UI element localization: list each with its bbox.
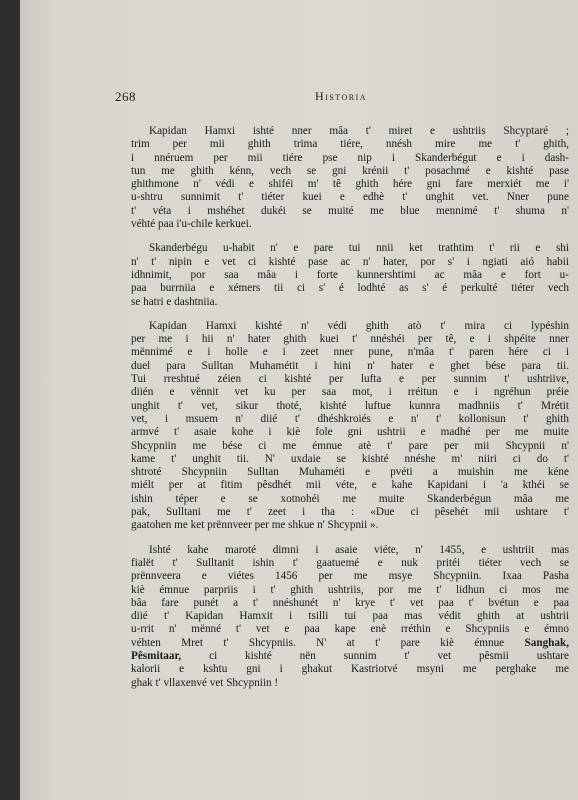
text-line: u-shtru sunnimit t' tiéter kuei e edhè t' unghit vet. Nner pune [131, 191, 569, 204]
running-title: Historia [315, 89, 368, 103]
text-line: mënnimé e i holle e i zeet nner pune, n'mâa t' paren hére ci i [131, 346, 569, 359]
text-line: miélt per at fitim pêsdhét mii véte, e kahe Kapidani i 'a kthéi se [131, 479, 569, 492]
text-line: ghak t' vllaxenvé vet Shcypniin ! [131, 676, 279, 689]
text-line: ishin téper e se xotnohéi me muite Skanderbégun mâa me [131, 492, 569, 505]
text-line: kiè émnue parpriis i t' ghith ushtriis, por me t' lidhun ci mos me [131, 583, 569, 596]
text-line: shtroté Shcypniin Sulltan Muhaméti e pvéti a muishin me kéne [131, 466, 569, 479]
book-page [20, 0, 578, 800]
text-line: Kapidan Hamxi kishté n' védi ghith atò t' mira ci lypéshin [149, 319, 569, 332]
text-line: t' véta i mshéhet dukéi se muité me blue mennimé t' shuma n' [131, 204, 569, 217]
text-line: pak, Sulltani me t' zeet i tha : «Due ci pêsehét mii ushtare t' [131, 506, 569, 519]
page-body [131, 125, 569, 701]
text-line: i nnéruem per mii tiére pse nip i Skanderbégut e i dash- [131, 151, 569, 164]
text-line: armvé t' asaie kohe i kiè fole gni ushtrii e madhé per me muite [131, 426, 569, 439]
text-line: duel para Sulltan Muhamétit i hini n' hater e ghet bése para tii. [131, 359, 569, 372]
text-line: véhten Mret t' Shcypniis. N' at t' pare kiè émnue Sanghak, [131, 636, 569, 649]
text-line: idhnimit, por saa mâa i forte kunnershtimi ac mâa e fort u- [131, 268, 569, 281]
text-line: bâa fare punét a t' nnéshunét n' krye t' vet paa t' bvétun e paa [131, 596, 569, 609]
text-line: fialët t' Sulltanit ishin t' gaatuemé e nuk pritéi tiéter vech se [131, 556, 569, 569]
text-line: Ishté kahe maroté dimni i asaie viéte, n' 1455, e ushtriit mas [149, 543, 569, 556]
paragraph [131, 320, 569, 533]
text-line: Skanderbégu u-habit n' e pare tui nnii ket trathtim t' rii e shi [149, 242, 569, 255]
text-line: Pêsmitaar, ci kishté nën sunnim t' vet pêsmii ushtare [131, 649, 569, 662]
text-line: Shcypniin me bése ci me émnue atè t' pare per mii Shcypnii n' [131, 439, 569, 452]
text-line: trim per mii ghith trima tiére, nnésh mire me t' ghith, [131, 138, 569, 151]
text-line: diién e vënnit vet ku per saa mot, i rréitun e i ngréhun préie [131, 386, 569, 399]
page-header [115, 89, 415, 105]
text-line: vet, i msuem n' diié t' dhéshkroiés e n' t' kollonisun t' ghith [131, 412, 569, 425]
page-number: 268 [115, 89, 136, 104]
text-line: tun me ghith kénn, vech se gni krénii t' posachmé e kishté pase [131, 164, 569, 177]
paragraph [131, 125, 569, 231]
text-line: gaatohen me ket prënnveer per me shkue n' Shcypnii ». [131, 519, 379, 532]
text-line: u-rrit n' mënné t' vet e paa kape enè rréthin e Shcypniis e émno [131, 623, 569, 636]
text-line: unghit t' vet, sikur thoté, kishté luftue kunnra madhniis t' Mrétit [131, 399, 569, 412]
text-line: véhté paa i'u-chile kerkuei. [131, 218, 252, 231]
text-line: diié t' Kapidan Hamxit i tsilli tui paa mas védit ghith at ushtrii [131, 610, 569, 623]
text-line: Kapidan Hamxi ishté nner mâa t' miret e ushtriis Shcyptaré ; [149, 125, 569, 137]
text-line: kalorii e kshtu gni i ghakut Kastriotvé msyni me perghake me [131, 663, 569, 676]
text-line: se hatri e dashtniia. [131, 295, 218, 308]
text-line: Tui rreshtué zéien ci kishté per lufta e per sunnim t' ushtriive, [131, 373, 569, 386]
text-line: per me i hii n' hater ghith kuei t' nnéshéi per tê, e i shpéite nner [131, 333, 569, 346]
text-line: prënnveera e viétes 1456 per me msye Shcypniin. Ixaa Pasha [131, 570, 569, 583]
paragraph [131, 242, 569, 308]
paragraph [131, 544, 569, 690]
text-line: ghithmone n' védi e shiféi m' tê ghith hére gni fare merxiét me i' [131, 178, 569, 191]
text-line: paa burrniia e xémers tii ci s' é lodhté as s' é perkulté tiéter vech [131, 282, 569, 295]
text-line: kame t' unghit tii. N' uxdaie se kishté nnéshe m' niiri ci do t' [131, 452, 569, 465]
text-line: n' t' nipin e vet ci kishté pase ac n' hater, por s' i ngiati aió habii [131, 255, 569, 268]
